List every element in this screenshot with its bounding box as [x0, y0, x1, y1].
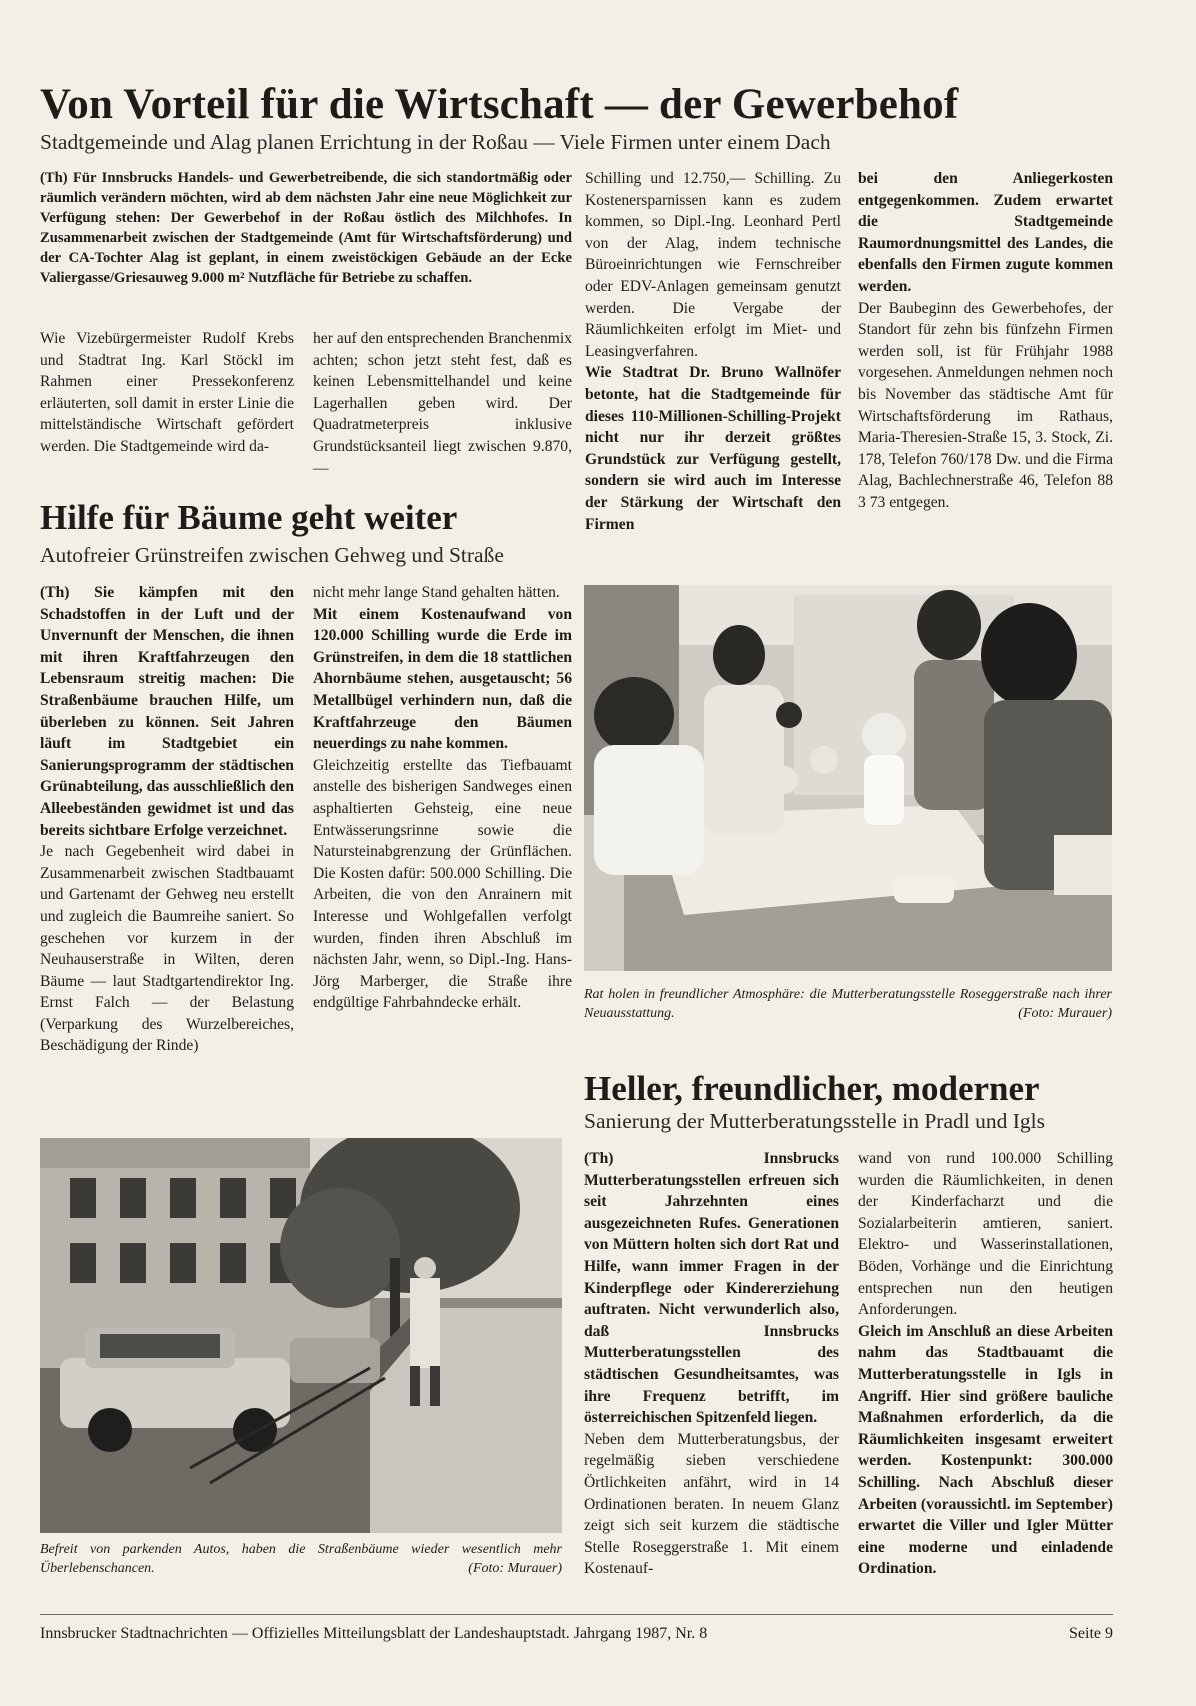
article2-subheadline: Autofreier Grünstreifen zwischen Gehweg und Straße — [40, 543, 504, 567]
article1-lead: (Th) Für Innsbrucks Handels- und Gewerbetreibende, die sich standortmäßig oder räumlich verändern möchten, wird ab dem nächsten Jahr eine neue Möglichkeit zur Verfügung stehen: Der Gewerbehof in der Roßau östlich des Milchhofes. In Zusammenarbeit zwischen der Stadtgemeinde (Amt für Wirtschaftsförderung) und der CA-Tochter Alag ist geplant, in einem zweistöckigen Gebäude an der Ecke Valiergasse/Griesauweg 9.000 m² Nutzfläche für Betriebe zu schaffen. — [40, 170, 572, 286]
mother-counseling-caption-text: Rat holen in freundlicher Atmosphäre: die Mutterberatungsstelle Roseggerstraße nach ihrer Neuausstattung. — [584, 987, 1112, 1021]
article2-col2-text-b: Gleichzeitig erstellte das Tiefbauamt anstelle des bisherigen Sandweges einen asphaltierten Gehsteig, eine neue Entwässerungsrinne sowie die Natursteinabgrenzung der Grünflächen. Die Kosten dafür: 500.000 Schilling. Die Arbeiten, die von den Anrainern mit Interesse und Wohlgefallen verfolgt wurden, finden ihren Abschluß im nächsten Jahr, wenn, so Dipl.-Ing. Hans-Jörg Marberger, die Straße ihre endgültige Fahrbahndecke erhält. — [313, 756, 572, 1012]
mother-counseling-caption — [584, 985, 1112, 1023]
article2-col1 — [40, 582, 294, 1057]
article1-headline: Von Vorteil für die Wirtschaft — der Gewerbehof — [40, 81, 959, 128]
article3-col2-bold: Gleich im Anschluß an diese Arbeiten nahm das Stadtbauamt die Mutterberatungsstelle in Igls in Angriff. Hier sind größere bauliche Maßnahmen erforderlich, da die Räumlichkeiten insgesamt erweitert werden. Kostenpunkt: 300.000 Schilling. Nach Abschluß dieser Arbeiten (voraussichtl. im September) erwartet die Viller und Igler Mütter eine moderne und einladende Ordination. — [858, 1322, 1113, 1578]
footer-publication: Innsbrucker Stadtnachrichten — Offizielles Mitteilungsblatt der Landeshauptstadt. Jahrgang 1987, Nr. 8 — [40, 1625, 708, 1642]
article2-col2 — [313, 582, 572, 1014]
footer-page-number: Seite 9 — [1069, 1625, 1113, 1642]
street-trees-caption-text: Befreit von parkenden Autos, haben die Straßenbäume wieder wesentlich mehr Überlebenschancen. — [40, 1542, 562, 1576]
article3-subheadline: Sanierung der Mutterberatungsstelle in Pradl und Igls — [584, 1109, 1045, 1133]
footer-rule — [40, 1614, 1113, 1615]
mother-counseling-photo-credit: (Foto: Murauer) — [1018, 1006, 1112, 1021]
article3-headline: Heller, freundlicher, moderner — [584, 1069, 1040, 1108]
article2-headline: Hilfe für Bäume geht weiter — [40, 498, 458, 537]
article2-col1-bold: (Th) Sie kämpfen mit den Schadstoffen in der Luft und der Unvernunft der Menschen, die ihnen mit ihren Kraftfahrzeugen den Lebensraum streitig machen: Die Straßenbäume brauchen Hilfe, um überleben zu können. Seit Jahren läuft im Stadtgebiet ein Sanierungsprogramm der städtischen Grünabteilung, das ausschließlich den Alleebeständen gewidmet ist und das bereits sichtbare Erfolge verzeichnet. — [40, 584, 294, 839]
article3-col1-bold: (Th) Innsbrucks Mutterberatungsstellen erfreuen sich seit Jahrzehnten eines ausgezeichneten Rufes. Generationen von Müttern holten sich dort Rat und Hilfe, wann immer Fragen in der Kinderpflege oder Kindererziehung auftraten. Nicht verwunderlich also, daß Innsbrucks Mutterberatungsstellen des städtischen Gesundheitsamtes, was ihre Frequenz betrifft, im österreichischen Spitzenfeld liegen. — [584, 1150, 839, 1427]
article1-col4-bold: bei den Anliegerkosten entgegenkommen. Zudem erwartet die Stadtgemeinde Raumordnungsmittel des Landes, die ebenfalls den Firmen zugute kommen werden. — [858, 170, 1113, 295]
street-trees-photo-credit: (Foto: Murauer) — [468, 1561, 562, 1576]
mother-counseling-photo-image — [584, 585, 1112, 971]
article3-col1 — [584, 1148, 839, 1580]
article1-subheadline: Stadtgemeinde und Alag planen Errichtung in der Roßau — Viele Firmen unter einem Dach — [40, 130, 831, 154]
article3-col2-text: wand von rund 100.000 Schilling wurden die Räumlichkeiten, in denen der Kinderfacharzt und die Sozialarbeiterin amtieren, saniert. Elektro- und Wasserinstallationen, Böden, Vorhänge und die Einrichtung entsprechen nun den heutigen Anforderungen. — [858, 1150, 1113, 1319]
street-trees-photo-image — [40, 1138, 562, 1533]
article3-col1-text: Neben dem Mutterberatungsbus, der regelmäßig sieben verschiedene Örtlichkeiten anfährt, wird in 14 Ordinationen beraten. In neuem Glanz zeigt sich seit kurzem die städtische Stelle Roseggerstraße 1. Mit einem Kostenauf- — [584, 1430, 839, 1578]
mother-counseling-photo — [584, 585, 1112, 971]
article2-col2-bold: Mit einem Kostenaufwand von 120.000 Schilling wurde die Erde im Grünstreifen, in dem die 18 stattlichen Ahornbäume stehen, ausgetauscht; 56 Metallbügel verhindern nun, daß die Kraftfahrzeuge den Bäumen neuerdings zu nahe kommen. — [313, 605, 572, 753]
street-trees-caption — [40, 1540, 562, 1578]
article1-col2: her auf den entsprechenden Branchenmix achten; schon jetzt steht fest, daß es keinen Lebensmittelhandel und keine Lagerhallen geben wird. Der Quadratmeterpreis inklusive Grundstücksanteil liegt zwischen 9.870,— — [313, 330, 572, 477]
article1-col4 — [858, 168, 1113, 514]
article1-col3-bold: Wie Stadtrat Dr. Bruno Wallnöfer betonte, hat die Stadtgemeinde für dieses 110-Millionen-Schilling-Projekt nicht nur ihr derzeit größtes Grundstück zur Verfügung gestellt, sondern sie wird auch im Interesse der Stärkung der Wirtschaft den Firmen — [585, 364, 841, 533]
article1-col4-text: Der Baubeginn des Gewerbehofes, der Standort für zehn bis fünfzehn Firmen werden soll, ist für Frühjahr 1988 vorgesehen. Anmeldungen nehmen noch bis November das städtische Amt für Wirtschaftsförderung im Rathaus, Maria-Theresien-Straße 15, 3. Stock, Zi. 178, Telefon 760/178 Dw. und die Firma Alag, Bachlechnerstraße 46, Telefon 88 3 73 entgegen. — [858, 299, 1113, 511]
article1-col3-text: Schilling und 12.750,— Schilling. Zu Kostenersparnissen kann es zudem kommen, so Dipl.-Ing. Leonhard Pertl von der Alag, indem technische Büroeinrichtungen wie Fernschreiber oder EDV-Anlagen gemeinsam genutzt werden. Die Vergabe der Räumlichkeiten erfolgt im Miet- und Leasingverfahren. — [585, 170, 841, 360]
article2-col2-text-a: nicht mehr lange Stand gehalten hätten. — [313, 584, 560, 601]
street-trees-photo — [40, 1138, 562, 1533]
article2-col1-text: Je nach Gegebenheit wird dabei in Zusammenarbeit zwischen Stadtbauamt und Gartenamt der Gehweg neu erstellt und zugleich die Baumreihe saniert. So geschehen vor kurzem in der Neuhauserstraße in Wilten, deren Bäume — laut Stadtgartendirektor Ing. Ernst Falch — der Belastung (Verparkung des Wurzelbereiches, Beschädigung der Rinde) — [40, 843, 294, 1055]
article1-col1: Wie Vizebürgermeister Rudolf Krebs und Stadtrat Ing. Karl Stöckl im Rahmen einer Pressekonferenz erläuterten, soll damit in erster Linie die mittelständische Wirtschaft gefördert werden. Die Stadtgemeinde wird da- — [40, 330, 294, 455]
article1-col3 — [585, 168, 841, 535]
article3-col2 — [858, 1148, 1113, 1580]
